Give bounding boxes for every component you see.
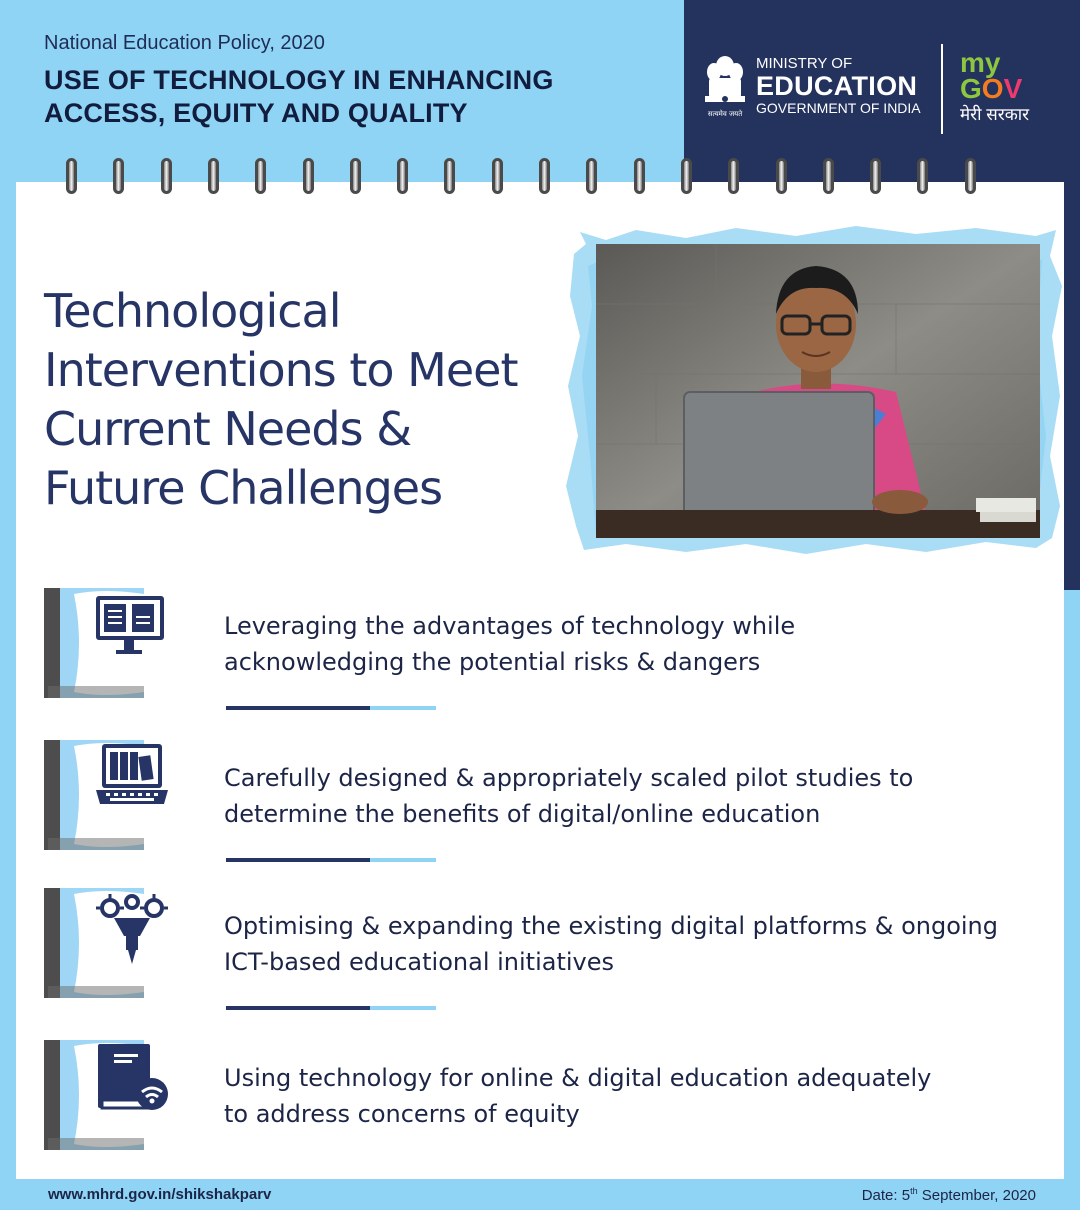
- item-divider: [226, 706, 436, 710]
- gears-funnel-icon: [44, 888, 174, 998]
- computer-documents-icon: [44, 588, 174, 698]
- header-title: USE OF TECHNOLOGY IN ENHANCING ACCESS, EQUITY AND QUALITY: [44, 65, 554, 128]
- binder-ring: [965, 158, 976, 194]
- ministry-line3: GOVERNMENT OF INDIA: [756, 100, 921, 116]
- mygov-hindi: मेरी सरकार: [960, 105, 1030, 124]
- binder-ring: [728, 158, 739, 194]
- footer-url[interactable]: www.mhrd.gov.in/shikshakparv: [48, 1186, 272, 1203]
- ministry-logo: [756, 56, 921, 116]
- item-divider: [226, 858, 436, 862]
- binder-ring: [208, 158, 219, 194]
- binder-ring: [917, 158, 928, 194]
- list-item: [44, 888, 1044, 998]
- binder-ring: [303, 158, 314, 194]
- emblem-caption: सत्यमेव जयते: [707, 110, 743, 118]
- list-item: [44, 588, 1044, 698]
- binder-ring: [444, 158, 455, 194]
- laptop-books-icon: [44, 740, 174, 850]
- binder-ring: [161, 158, 172, 194]
- binder-ring: [350, 158, 361, 194]
- binder-ring: [492, 158, 503, 194]
- mygov-gov: GOV: [960, 73, 1023, 104]
- binder-ring: [66, 158, 77, 194]
- item-text: Leveraging the advantages of technology while acknowledging the potential risks & dangers: [224, 612, 796, 676]
- binder-ring: [681, 158, 692, 194]
- item-divider: [226, 1006, 436, 1010]
- binder-ring: [539, 158, 550, 194]
- national-emblem-icon: [700, 52, 750, 120]
- item-text: Optimising & expanding the existing digital platforms & ongoing ICT-based educational initiatives: [224, 912, 998, 976]
- footer-date: Date: 5th September, 2020: [861, 1186, 1036, 1204]
- item-text: Carefully designed & appropriately scaled pilot studies to determine the benefits of digital/online education: [224, 764, 914, 828]
- mygov-logo: [960, 47, 1060, 126]
- book-wifi-icon: [44, 1040, 174, 1150]
- binder-ring: [255, 158, 266, 194]
- main-heading: Technological Interventions to Meet Current Needs & Future Challenges: [44, 284, 518, 515]
- binder-ring: [113, 158, 124, 194]
- mygov-my: my: [960, 47, 1001, 78]
- binder-ring: [870, 158, 881, 194]
- binder-ring: [823, 158, 834, 194]
- item-text: Using technology for online & digital education adequately to address concerns of equity: [224, 1064, 932, 1128]
- ministry-line1: MINISTRY OF: [756, 55, 853, 72]
- header-kicker: National Education Policy, 2020: [44, 32, 325, 54]
- list-item: [44, 1040, 1044, 1150]
- ministry-line2: EDUCATION: [756, 71, 918, 101]
- student-laptop-photo: [596, 244, 1040, 538]
- list-item: [44, 740, 1044, 850]
- binder-ring: [634, 158, 645, 194]
- binder-ring: [397, 158, 408, 194]
- logo-divider: [941, 44, 943, 134]
- binder-ring: [776, 158, 787, 194]
- binder-ring: [586, 158, 597, 194]
